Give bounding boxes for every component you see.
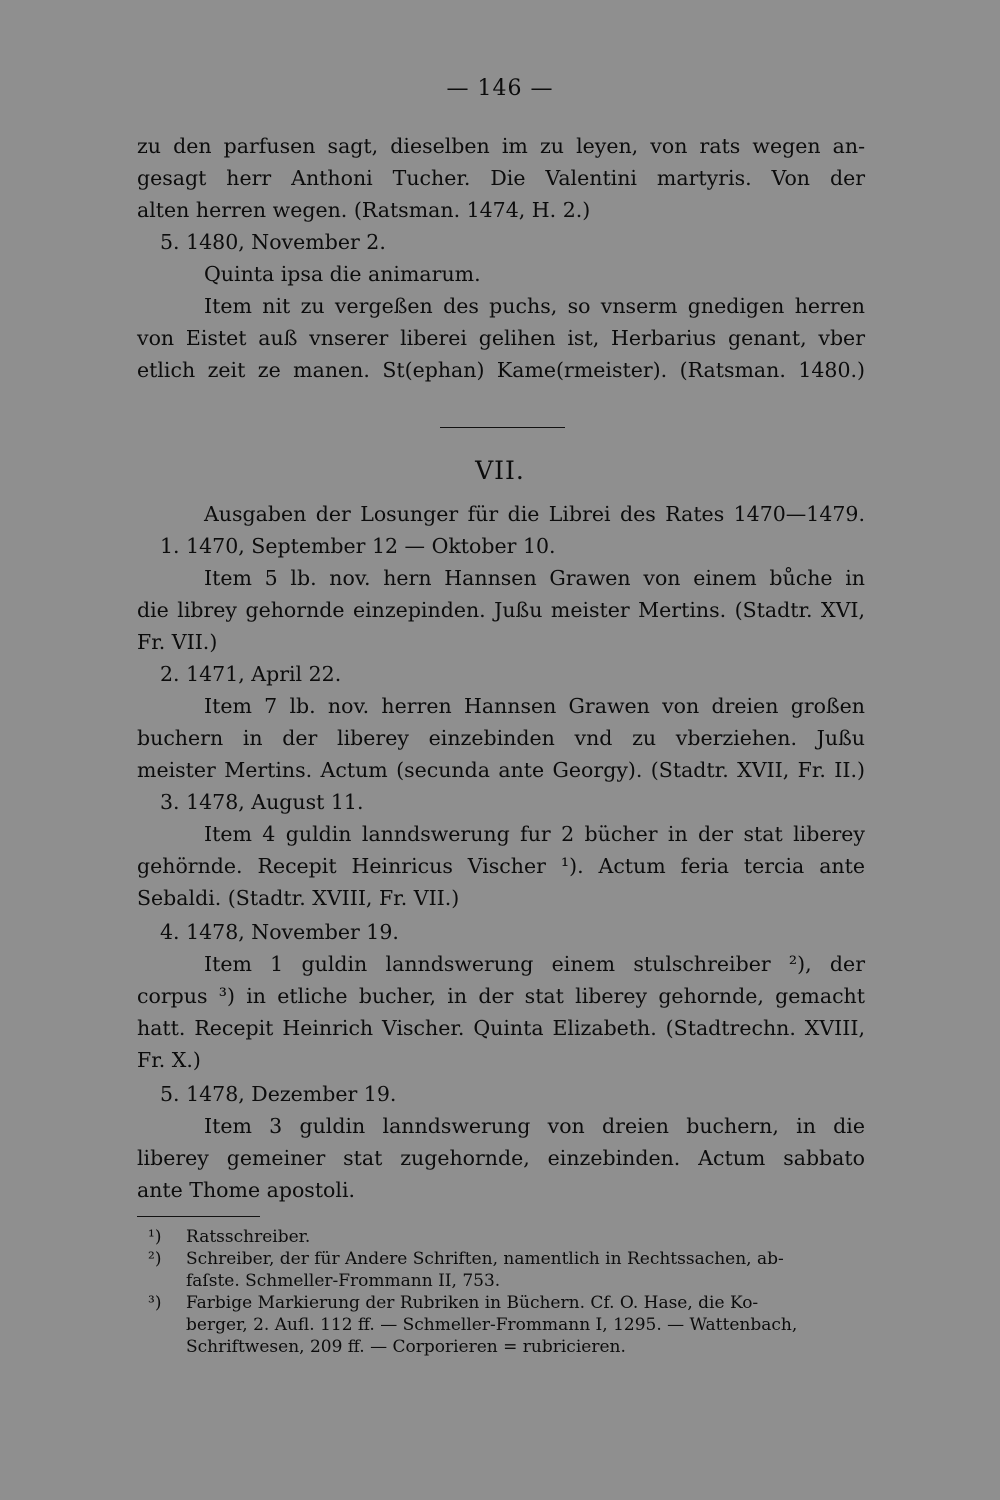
text-line: zu den parfusen sagt, dieselben im zu leyen, von rats wegen an- bbox=[137, 134, 865, 158]
section-divider bbox=[440, 427, 565, 428]
entry-heading: 3. 1478, August 11. bbox=[160, 790, 364, 814]
text-line: Item 3 guldin lanndswerung von dreien buchern, in die bbox=[204, 1114, 865, 1138]
footnote-text: Schreiber, der für Andere Schriften, namentlich in Rechtssachen, ab- bbox=[186, 1249, 784, 1269]
footnote-text: Ratsschreiber. bbox=[186, 1227, 311, 1247]
text-line: Sebaldi. (Stadtr. XVIII, Fr. VII.) bbox=[137, 886, 460, 910]
entry-heading: 4. 1478, November 19. bbox=[160, 920, 399, 944]
footnote-mark: ¹) bbox=[148, 1227, 162, 1247]
entry-heading: 1. 1470, September 12 — Oktober 10. bbox=[160, 534, 556, 558]
footnote-3 bbox=[148, 1292, 863, 1314]
footnote-mark: ³) bbox=[148, 1293, 162, 1313]
page-number: — 146 — bbox=[446, 76, 554, 101]
text-line: die librey gehornde einzepinden. Jußu meister Mertins. (Stadtr. XVI, bbox=[137, 598, 865, 622]
text-line: liberey gemeiner stat zugehornde, einzebinden. Actum sabbato bbox=[137, 1146, 865, 1170]
text-line: Fr. VII.) bbox=[137, 630, 218, 654]
text-line: gesagt herr Anthoni Tucher. Die Valentini martyris. Von der bbox=[137, 166, 865, 190]
entry-heading: 5. 1478, Dezember 19. bbox=[160, 1082, 397, 1106]
text-line: etlich zeit ze manen. St(ephan) Kame(rmeister). (Ratsman. 1480.) bbox=[137, 358, 865, 382]
footnote-text: Farbige Markierung der Rubriken in Büchern. Cf. O. Hase, die Ko- bbox=[186, 1293, 759, 1313]
text-line: Item nit zu vergeßen des puchs, so vnserm gnedigen herren bbox=[204, 294, 865, 318]
entry-heading: 5. 1480, November 2. bbox=[160, 230, 386, 254]
text-line: alten herren wegen. (Ratsman. 1474, H. 2.) bbox=[137, 198, 591, 222]
footnote-2 bbox=[148, 1248, 863, 1270]
footnote-text: Schriftwesen, 209 ff. — Corporieren = rubricieren. bbox=[186, 1337, 626, 1357]
footnote-1 bbox=[148, 1226, 863, 1248]
text-line: Quinta ipsa die animarum. bbox=[204, 262, 481, 286]
footnote-text: berger, 2. Aufl. 112 ff. — Schmeller-Frommann I, 1295. — Wattenbach, bbox=[186, 1315, 798, 1335]
section-heading: VII. bbox=[475, 456, 525, 485]
text-line: Item 4 guldin lanndswerung fur 2 bücher in der stat liberey bbox=[204, 822, 865, 846]
text-line: Item 5 lb. nov. hern Hannsen Grawen von einem bůche in bbox=[204, 566, 865, 590]
section-title: Ausgaben der Losunger für die Librei des Rates 1470—1479. bbox=[204, 502, 865, 526]
text-line: Item 1 guldin lanndswerung einem stulschreiber ²), der bbox=[204, 952, 865, 976]
footnote-mark: ²) bbox=[148, 1249, 162, 1269]
entry-heading: 2. 1471, April 22. bbox=[160, 662, 342, 686]
text-line: gehörnde. Recepit Heinricus Vischer ¹). Actum feria tercia ante bbox=[137, 854, 865, 878]
text-line: Fr. X.) bbox=[137, 1048, 201, 1072]
text-line: buchern in der liberey einzebinden vnd zu vberziehen. Jußu bbox=[137, 726, 865, 750]
text-line: Item 7 lb. nov. herren Hannsen Grawen von dreien großen bbox=[204, 694, 865, 718]
text-line: hatt. Recepit Heinrich Vischer. Quinta Elizabeth. (Stadtrechn. XVIII, bbox=[137, 1016, 865, 1040]
footnote-text: faſste. Schmeller-Frommann II, 753. bbox=[186, 1271, 501, 1291]
text-line: ante Thome apostoli. bbox=[137, 1178, 356, 1202]
footnote-divider bbox=[137, 1216, 260, 1217]
text-line: corpus ³) in etliche bucher, in der stat liberey gehornde, gemacht bbox=[137, 984, 865, 1008]
text-line: meister Mertins. Actum (secunda ante Georgy). (Stadtr. XVII, Fr. II.) bbox=[137, 758, 865, 782]
text-line: von Eistet auß vnserer liberei gelihen ist, Herbarius genant, vber bbox=[137, 326, 865, 350]
